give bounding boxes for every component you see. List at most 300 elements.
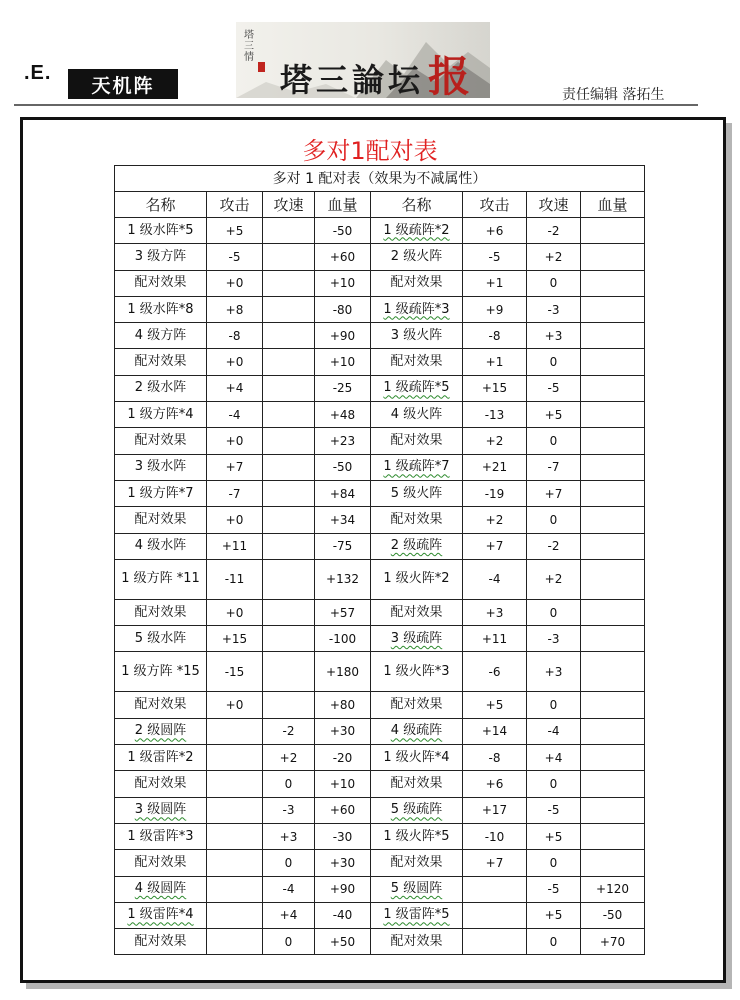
column-header: 攻速 xyxy=(527,192,581,218)
table-cell xyxy=(207,718,263,744)
table-cell: +5 xyxy=(463,692,527,718)
table-cell: +48 xyxy=(315,402,371,428)
table-title: 多对1配对表 xyxy=(302,137,438,165)
table-cell xyxy=(263,480,315,506)
table-cell: +30 xyxy=(315,850,371,876)
table-cell: +60 xyxy=(315,244,371,270)
table-cell xyxy=(263,218,315,244)
table-cell: +3 xyxy=(527,652,581,692)
table-cell: +0 xyxy=(207,270,263,296)
table-cell xyxy=(207,797,263,823)
table-cell xyxy=(263,375,315,401)
table-cell xyxy=(115,771,207,797)
table-cell xyxy=(581,428,645,454)
table-cell xyxy=(207,929,263,955)
table-cell xyxy=(371,771,463,797)
table-cell: +84 xyxy=(315,480,371,506)
table-cell: -50 xyxy=(315,218,371,244)
table-cell: 0 xyxy=(527,692,581,718)
table-cell: +0 xyxy=(207,349,263,375)
table-cell xyxy=(371,876,463,902)
table-cell: 0 xyxy=(527,929,581,955)
table-cell: +23 xyxy=(315,428,371,454)
table-cell: -50 xyxy=(315,454,371,480)
table-cell: +2 xyxy=(527,244,581,270)
column-header: 血量 xyxy=(581,192,645,218)
table-cell: 0 xyxy=(263,850,315,876)
table-cell: -10 xyxy=(463,823,527,849)
formation-name: 1 级火阵*2 xyxy=(383,571,450,587)
table-cell xyxy=(115,599,207,625)
table-row xyxy=(115,902,645,928)
formation-name: 配对效果 xyxy=(134,933,187,949)
table-cell xyxy=(371,428,463,454)
table-cell xyxy=(581,652,645,692)
table-caption-row xyxy=(115,166,645,192)
table-cell xyxy=(463,902,527,928)
table-cell xyxy=(207,823,263,849)
table-cell xyxy=(115,533,207,559)
formation-name: 配对效果 xyxy=(134,511,187,527)
formation-name: 配对效果 xyxy=(390,604,443,620)
table-cell xyxy=(581,533,645,559)
masthead-banner xyxy=(236,22,490,98)
formation-name: 1 级方阵 *15 xyxy=(121,663,200,679)
table-cell: -5 xyxy=(463,244,527,270)
table-cell xyxy=(115,402,207,428)
formation-name: 配对效果 xyxy=(390,854,443,870)
table-cell: +2 xyxy=(527,559,581,599)
table-cell xyxy=(207,850,263,876)
table-cell: -2 xyxy=(263,718,315,744)
table-cell: +50 xyxy=(315,929,371,955)
formation-name: 2 级疏阵 xyxy=(390,538,443,554)
table-cell: +0 xyxy=(207,428,263,454)
formation-name: 5 级火阵 xyxy=(390,485,443,501)
table-cell xyxy=(581,323,645,349)
formation-name: 1 级方阵*7 xyxy=(127,485,194,501)
table-cell xyxy=(263,323,315,349)
column-header: 血量 xyxy=(315,192,371,218)
table-cell xyxy=(207,771,263,797)
table-row xyxy=(115,507,645,533)
table-cell xyxy=(115,323,207,349)
formation-name: 1 级雷阵*2 xyxy=(127,749,194,765)
table-row xyxy=(115,797,645,823)
table-cell xyxy=(115,876,207,902)
table-cell xyxy=(371,244,463,270)
masthead-title-big: 报 xyxy=(428,52,475,98)
table-cell: +21 xyxy=(463,454,527,480)
table-cell: +7 xyxy=(207,454,263,480)
table-cell xyxy=(115,559,207,599)
table-cell xyxy=(263,692,315,718)
table-row xyxy=(115,402,645,428)
table-cell xyxy=(263,244,315,270)
table-cell xyxy=(463,876,527,902)
table-cell xyxy=(371,270,463,296)
table-cell xyxy=(263,599,315,625)
table-cell: 0 xyxy=(527,771,581,797)
table-cell: -7 xyxy=(527,454,581,480)
table-row xyxy=(115,692,645,718)
table-cell: -50 xyxy=(581,902,645,928)
formation-name: 4 级圆阵 xyxy=(134,881,187,897)
formation-name: 2 级圆阵 xyxy=(134,723,187,739)
column-header: 攻击 xyxy=(207,192,263,218)
table-cell xyxy=(115,428,207,454)
table-cell: +4 xyxy=(527,745,581,771)
table-cell xyxy=(115,692,207,718)
table-cell xyxy=(371,533,463,559)
table-cell xyxy=(581,296,645,322)
table-row xyxy=(115,296,645,322)
table-cell: 0 xyxy=(527,270,581,296)
table-cell: 0 xyxy=(527,850,581,876)
table-cell: -5 xyxy=(527,797,581,823)
table-cell: -13 xyxy=(463,402,527,428)
formation-name: 3 级火阵 xyxy=(390,327,443,343)
red-seal-icon xyxy=(258,62,265,72)
table-caption: 多对 1 配对表（效果为不减属性） xyxy=(115,166,645,192)
formation-name: 3 级水阵 xyxy=(134,459,187,475)
table-cell: +9 xyxy=(463,296,527,322)
formation-name: 1 级疏阵*2 xyxy=(383,222,450,238)
table-cell: -8 xyxy=(207,323,263,349)
table-cell: -4 xyxy=(207,402,263,428)
table-cell xyxy=(581,402,645,428)
table-cell xyxy=(581,375,645,401)
table-cell xyxy=(115,745,207,771)
table-row xyxy=(115,626,645,652)
formation-name: 1 级疏阵*7 xyxy=(383,459,450,475)
table-cell: -6 xyxy=(463,652,527,692)
column-header: 攻击 xyxy=(463,192,527,218)
table-cell: +0 xyxy=(207,692,263,718)
formation-name: 1 级水阵*5 xyxy=(127,222,194,238)
table-cell xyxy=(371,323,463,349)
table-cell: -20 xyxy=(315,745,371,771)
table-cell xyxy=(115,375,207,401)
table-cell: +7 xyxy=(463,533,527,559)
table-cell xyxy=(581,599,645,625)
table-cell xyxy=(263,402,315,428)
table-cell xyxy=(263,533,315,559)
formation-name: 4 级火阵 xyxy=(390,406,443,422)
formation-name: 配对效果 xyxy=(390,775,443,791)
table-cell xyxy=(371,218,463,244)
table-cell xyxy=(115,507,207,533)
table-cell: +120 xyxy=(581,876,645,902)
table-row xyxy=(115,270,645,296)
table-cell xyxy=(207,902,263,928)
table-cell: 0 xyxy=(527,507,581,533)
table-cell xyxy=(115,296,207,322)
table-cell: -4 xyxy=(263,876,315,902)
table-row xyxy=(115,323,645,349)
table-cell: +4 xyxy=(207,375,263,401)
table-cell: -19 xyxy=(463,480,527,506)
formation-name: 3 级圆阵 xyxy=(134,802,187,818)
table-cell: +10 xyxy=(315,349,371,375)
table-cell xyxy=(207,745,263,771)
table-cell xyxy=(371,745,463,771)
table-cell: +2 xyxy=(263,745,315,771)
table-cell: +60 xyxy=(315,797,371,823)
table-cell xyxy=(263,626,315,652)
table-cell xyxy=(207,876,263,902)
table-cell: -8 xyxy=(463,745,527,771)
table-cell xyxy=(371,480,463,506)
table-cell: +17 xyxy=(463,797,527,823)
table-cell: -4 xyxy=(527,718,581,744)
table-cell: +5 xyxy=(527,823,581,849)
table-cell xyxy=(115,652,207,692)
table-cell: -3 xyxy=(527,626,581,652)
pairing-table xyxy=(114,165,645,955)
table-cell: -30 xyxy=(315,823,371,849)
table-cell: +15 xyxy=(207,626,263,652)
table-cell xyxy=(371,349,463,375)
formation-name: 1 级火阵*4 xyxy=(383,749,450,765)
table-cell xyxy=(115,349,207,375)
table-cell xyxy=(371,626,463,652)
table-cell xyxy=(581,718,645,744)
table-cell xyxy=(581,244,645,270)
table-cell: +7 xyxy=(527,480,581,506)
table-cell: +11 xyxy=(463,626,527,652)
formation-name: 配对效果 xyxy=(390,354,443,370)
table-cell xyxy=(581,349,645,375)
table-cell xyxy=(581,745,645,771)
table-cell xyxy=(371,454,463,480)
table-cell xyxy=(371,507,463,533)
table-cell xyxy=(371,823,463,849)
table-cell: -5 xyxy=(527,375,581,401)
formation-name: 1 级方阵 *11 xyxy=(121,571,200,587)
table-cell xyxy=(463,929,527,955)
header-divider xyxy=(14,104,698,106)
table-cell xyxy=(115,270,207,296)
table-cell: +3 xyxy=(263,823,315,849)
table-cell: -5 xyxy=(207,244,263,270)
table-cell xyxy=(581,559,645,599)
table-cell: 0 xyxy=(263,929,315,955)
table-cell: +0 xyxy=(207,507,263,533)
table-cell: -7 xyxy=(207,480,263,506)
table-cell xyxy=(115,823,207,849)
formation-name: 配对效果 xyxy=(134,854,187,870)
table-cell: +132 xyxy=(315,559,371,599)
table-cell xyxy=(581,218,645,244)
table-cell: 0 xyxy=(263,771,315,797)
table-row xyxy=(115,599,645,625)
formation-name: 配对效果 xyxy=(390,433,443,449)
formation-name: 1 级水阵*8 xyxy=(127,301,194,317)
table-cell: +57 xyxy=(315,599,371,625)
table-cell: 0 xyxy=(527,599,581,625)
table-cell xyxy=(115,454,207,480)
table-row xyxy=(115,244,645,270)
table-cell xyxy=(263,559,315,599)
table-cell xyxy=(581,771,645,797)
table-header-row xyxy=(115,192,645,218)
table-cell: -80 xyxy=(315,296,371,322)
table-cell: +1 xyxy=(463,349,527,375)
table-cell xyxy=(371,902,463,928)
table-cell xyxy=(263,507,315,533)
formation-name: 3 级方阵 xyxy=(134,248,187,264)
table-cell: +1 xyxy=(463,270,527,296)
table-cell: +8 xyxy=(207,296,263,322)
table-cell: +6 xyxy=(463,771,527,797)
table-row xyxy=(115,428,645,454)
table-cell: -4 xyxy=(463,559,527,599)
table-cell: +80 xyxy=(315,692,371,718)
table-row xyxy=(115,823,645,849)
table-cell xyxy=(371,559,463,599)
formation-name: 配对效果 xyxy=(134,604,187,620)
table-cell xyxy=(263,454,315,480)
table-cell xyxy=(581,454,645,480)
table-cell: +2 xyxy=(463,507,527,533)
table-cell: +90 xyxy=(315,876,371,902)
table-cell: +10 xyxy=(315,771,371,797)
table-cell: +5 xyxy=(207,218,263,244)
table-row xyxy=(115,349,645,375)
table-row xyxy=(115,218,645,244)
table-row xyxy=(115,718,645,744)
formation-name: 配对效果 xyxy=(390,933,443,949)
formation-name: 1 级雷阵*4 xyxy=(127,907,194,923)
table-cell xyxy=(371,692,463,718)
table-cell xyxy=(581,823,645,849)
editor-credit: 责任编辑 落拓生 xyxy=(562,87,665,103)
table-cell xyxy=(371,797,463,823)
table-cell xyxy=(115,218,207,244)
table-cell: -15 xyxy=(207,652,263,692)
table-row xyxy=(115,652,645,692)
table-cell xyxy=(115,797,207,823)
table-cell xyxy=(581,270,645,296)
table-row xyxy=(115,533,645,559)
table-cell xyxy=(371,929,463,955)
table-cell xyxy=(115,929,207,955)
table-cell xyxy=(371,296,463,322)
table-cell xyxy=(581,850,645,876)
table-cell xyxy=(371,652,463,692)
table-cell xyxy=(115,718,207,744)
table-cell: +10 xyxy=(315,270,371,296)
table-cell: -3 xyxy=(263,797,315,823)
formation-name: 1 级雷阵*3 xyxy=(127,828,194,844)
table-cell: -25 xyxy=(315,375,371,401)
table-cell xyxy=(115,244,207,270)
formation-name: 配对效果 xyxy=(390,697,443,713)
masthead-title xyxy=(280,44,474,98)
table-cell xyxy=(371,402,463,428)
table-cell: -2 xyxy=(527,533,581,559)
formation-name: 5 级疏阵 xyxy=(390,802,443,818)
table-cell: +15 xyxy=(463,375,527,401)
section-number: .E. xyxy=(24,62,52,84)
formation-name: 配对效果 xyxy=(390,511,443,527)
table-cell: +5 xyxy=(527,402,581,428)
table-row xyxy=(115,929,645,955)
table-cell: +34 xyxy=(315,507,371,533)
table-cell xyxy=(581,692,645,718)
table-cell: +14 xyxy=(463,718,527,744)
table-cell xyxy=(263,349,315,375)
formation-name: 1 级雷阵*5 xyxy=(383,907,450,923)
table-cell xyxy=(581,626,645,652)
table-cell: -100 xyxy=(315,626,371,652)
table-cell: +7 xyxy=(463,850,527,876)
table-cell: +11 xyxy=(207,533,263,559)
formation-name: 5 级圆阵 xyxy=(390,881,443,897)
table-cell xyxy=(371,850,463,876)
table-cell: +0 xyxy=(207,599,263,625)
table-row xyxy=(115,480,645,506)
table-cell xyxy=(371,375,463,401)
table-cell: +3 xyxy=(463,599,527,625)
banner-side-text: 塔三情 xyxy=(244,30,254,63)
table-row xyxy=(115,454,645,480)
table-cell: +5 xyxy=(527,902,581,928)
formation-name: 配对效果 xyxy=(134,697,187,713)
formation-name: 5 级水阵 xyxy=(134,630,187,646)
formation-name: 3 级疏阵 xyxy=(390,630,443,646)
formation-name: 4 级水阵 xyxy=(134,538,187,554)
table-cell xyxy=(263,652,315,692)
table-cell: -2 xyxy=(527,218,581,244)
formation-name: 2 级火阵 xyxy=(390,248,443,264)
formation-name: 配对效果 xyxy=(134,775,187,791)
table-cell xyxy=(115,626,207,652)
formation-name: 4 级方阵 xyxy=(134,327,187,343)
table-cell xyxy=(263,428,315,454)
table-cell xyxy=(115,902,207,928)
table-cell: +90 xyxy=(315,323,371,349)
formation-name: 配对效果 xyxy=(134,275,187,291)
formation-name: 1 级疏阵*3 xyxy=(383,301,450,317)
formation-name: 2 级水阵 xyxy=(134,380,187,396)
table-row xyxy=(115,375,645,401)
formation-name: 1 级火阵*3 xyxy=(383,663,450,679)
table-cell: -11 xyxy=(207,559,263,599)
table-row xyxy=(115,876,645,902)
table-cell xyxy=(371,718,463,744)
formation-name: 1 级火阵*5 xyxy=(383,828,450,844)
table-cell: -40 xyxy=(315,902,371,928)
table-cell: 0 xyxy=(527,428,581,454)
formation-name: 配对效果 xyxy=(134,354,187,370)
table-cell: -5 xyxy=(527,876,581,902)
table-cell xyxy=(263,296,315,322)
formation-name: 4 级疏阵 xyxy=(390,723,443,739)
masthead-title-text: 塔三論坛 xyxy=(280,61,425,98)
table-cell xyxy=(581,797,645,823)
table-row xyxy=(115,850,645,876)
table-cell: 0 xyxy=(527,349,581,375)
column-header: 攻速 xyxy=(263,192,315,218)
table-cell: -8 xyxy=(463,323,527,349)
table-cell: +4 xyxy=(263,902,315,928)
table-cell: -75 xyxy=(315,533,371,559)
table-row xyxy=(115,745,645,771)
table-row xyxy=(115,771,645,797)
table-cell: +6 xyxy=(463,218,527,244)
